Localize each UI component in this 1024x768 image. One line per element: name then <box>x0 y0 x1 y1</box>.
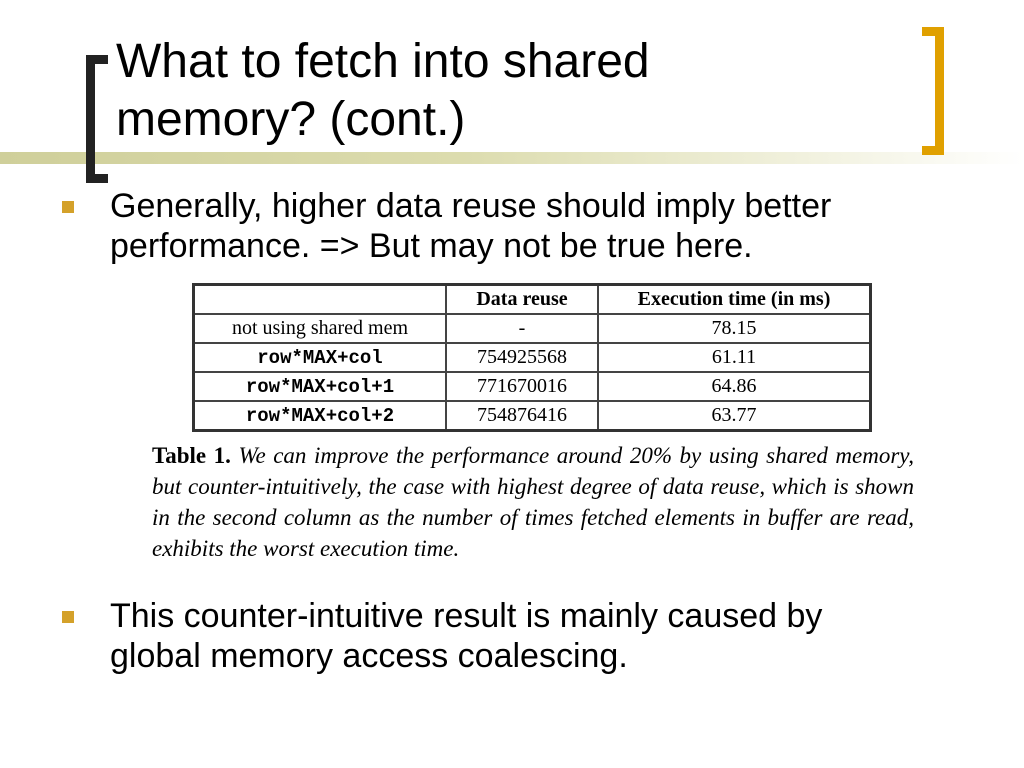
table-cell: row*MAX+col <box>194 343 447 372</box>
bullet-line: This counter-intuitive result is mainly caused by <box>110 597 823 635</box>
table-cell: row*MAX+col+1 <box>194 372 447 401</box>
table-row <box>194 372 871 401</box>
results-table <box>192 283 872 432</box>
table-cell: 754925568 <box>446 343 598 372</box>
table-header-cell: Data reuse <box>446 285 598 315</box>
table-header-cell: Execution time (in ms) <box>598 285 871 315</box>
table-cell: 771670016 <box>446 372 598 401</box>
bullet-text <box>110 186 831 266</box>
table-cell: 64.86 <box>598 372 871 401</box>
caption-text: We can improve the performance around 20% by using shared memory, but counter-intuitively, the case with highest degree of data reuse, which is shown in the second column as the number of times fetched elements in buffer are read, exhibits the worst execution time. <box>152 443 914 561</box>
table-cell: - <box>446 314 598 343</box>
table-row <box>194 343 871 372</box>
bullet-square-icon <box>62 611 74 623</box>
table-header-cell <box>194 285 447 315</box>
slide-title-line-1: What to fetch into shared <box>116 35 650 88</box>
table-cell: 78.15 <box>598 314 871 343</box>
table-cell: 63.77 <box>598 401 871 431</box>
table-cell: not using shared mem <box>194 314 447 343</box>
table-cell: 754876416 <box>446 401 598 431</box>
table-caption <box>152 440 914 564</box>
bullet-item-2 <box>62 596 822 676</box>
table-row <box>194 314 871 343</box>
title-underline-bar <box>0 152 1024 164</box>
slide-title <box>116 33 650 149</box>
bullet-line: Generally, higher data reuse should imply better <box>110 187 832 225</box>
bullet-item-1 <box>62 186 831 266</box>
slide-title-line-2: memory? (cont.) <box>116 93 466 146</box>
bullet-line: global memory access coalescing. <box>110 637 628 675</box>
bullet-square-icon <box>62 201 74 213</box>
table-row <box>194 401 871 431</box>
results-table-figure <box>192 283 872 432</box>
table-cell: row*MAX+col+2 <box>194 401 447 431</box>
table-header-row <box>194 285 871 315</box>
bullet-line: performance. => But may not be true here. <box>110 227 753 265</box>
bullet-text <box>110 596 822 676</box>
right-bracket-decoration <box>922 27 944 155</box>
left-bracket-decoration <box>86 55 108 183</box>
caption-label: Table 1. <box>152 443 231 468</box>
table-cell: 61.11 <box>598 343 871 372</box>
